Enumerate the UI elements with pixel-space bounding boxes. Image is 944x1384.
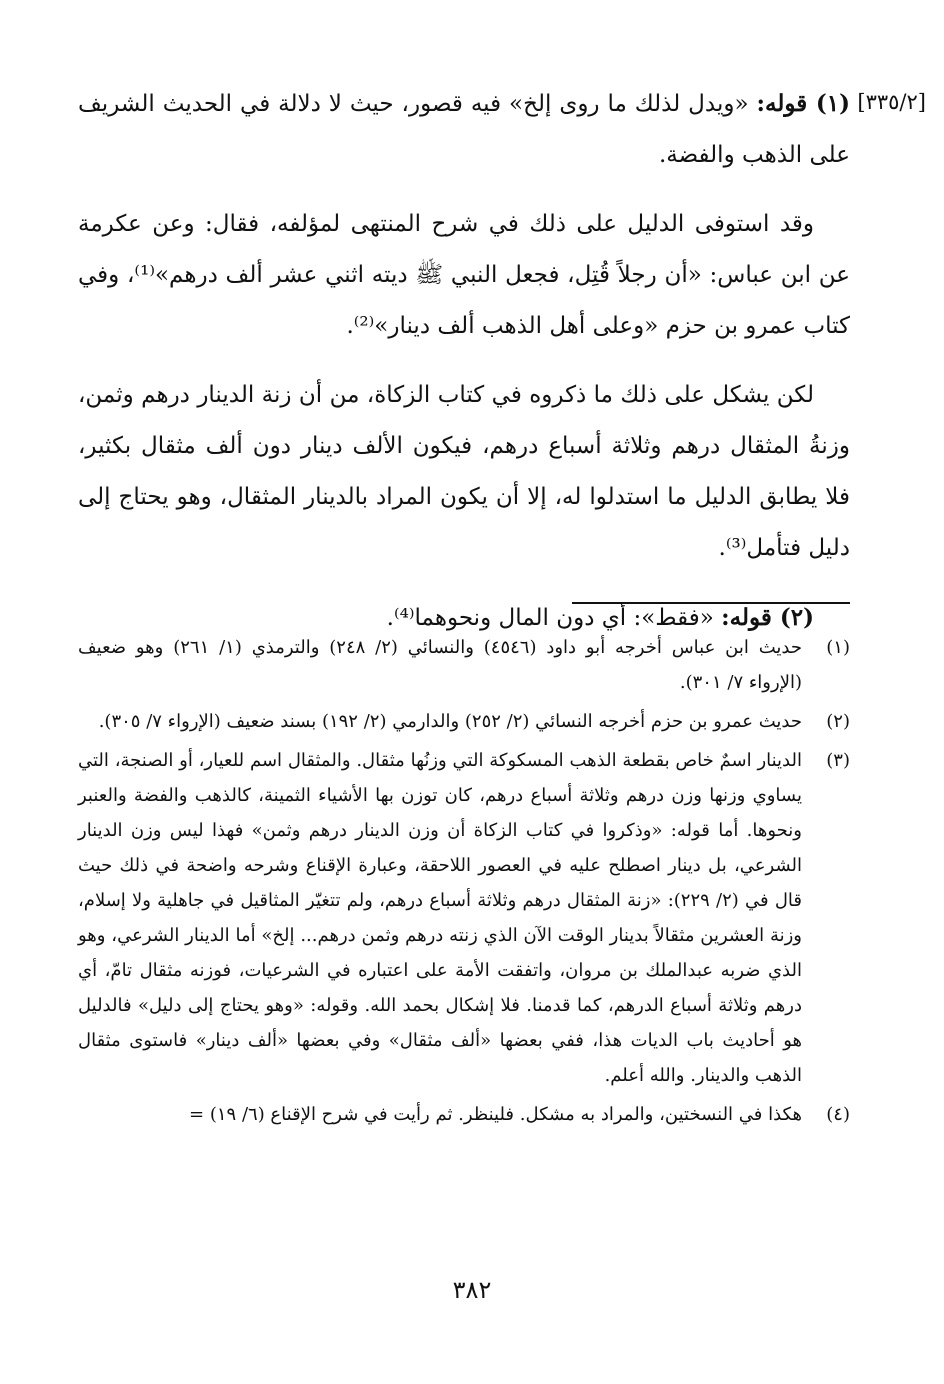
page-number: ٣٨٢: [452, 1276, 492, 1304]
main-text: [78, 78, 850, 662]
footnote: [78, 704, 850, 739]
footnote-number: (١): [826, 637, 850, 658]
footnote-text: حديث ابن عباس أخرجه أبو داود (٤٥٤٦) والنسائي (٢/ ٢٤٨) والترمذي (١/ ٢٦١) وهو ضعيف (الإرواء ٧/ ٣٠١).: [78, 637, 802, 693]
commentary-text-2: «فقط»: أي دون المال ونحوهما⁽⁴⁾.: [386, 605, 722, 631]
footnote-number: (٣): [826, 750, 850, 771]
footnote: [78, 630, 850, 700]
volume-page-reference: [٣٣٥/٢]: [857, 90, 926, 114]
commentary-paragraph-2: وقد استوفى الدليل على ذلك في شرح المنتهى لمؤلفه، فقال: وعن عكرمة عن ابن عباس: «أن رجلاً قُتِل، فجعل النبي ﷺ ديته اثني عشر ألف درهم»⁽¹⁾، وفي كتاب عمرو بن حزم «وعلى أهل الذهب ألف دينار»⁽²⁾.: [78, 211, 850, 339]
footnote-number: (٢): [826, 711, 850, 732]
footnote-text: هكذا في النسختين، والمراد به مشكل. فلينظر. ثم رأيت في شرح الإقناع (٦/ ١٩) =: [189, 1104, 802, 1125]
footnote-text: الدينار اسمٌ خاص بقطعة الذهب المسكوكة التي وزنُها مثقال. والمثقال اسم للعيار، أو الصنجة، التي يساوي وزنها وزن درهم وثلاثة أسباع درهم، كان توزن بها الأشياء الثمينة، كالذهب والفضة والعنبر ونحوها. أما قوله: «وذكروا في كتاب الزكاة أن وزن الدينار درهم وثمن» فهذا ليس وزن الدينار الشرعي، بل دينار اصطلح عليه في العصور اللاحقة، وعبارة الإقناع وشرحه واضحة في ذلك حيث قال في (٢/ ٢٢٩): «زنة المثقال درهم وثلاثة أسباع درهم، ولم تتغيّر المثاقيل في جاهلية ولا إسلام، وزنة العشرين مثقالاً بدينار الوقت الآن الذي زنته درهم وثمن درهم... إلخ» أما الدينار الشرعي، وهو الذي ضربه عبدالملك بن مروان، واتفقت الأمة على اعتباره في الشرعيات، فوزنه مثقال تامّ، أي درهم وثلاثة أسباع الدرهم، كما قدمنا. فلا إشكال بحمد الله. وقوله: «وهو يحتاج إلى دليل» فالدليل هو أحاديث باب الديات هذا، ففي بعضها «ألف مثقال» وفي بعضها «ألف دينار» فاستوى مثقال الذهب والدينار. والله أعلم.: [78, 750, 802, 1086]
commentary-paragraph-3: لكن يشكل على ذلك ما ذكروه في كتاب الزكاة، من أن زنة الدينار درهم وثمن، وزنةُ المثقال درهم وثلاثة أسباع درهم، فيكون الألف دينار دون ألف مثقال بكثير، فلا يطابق الدليل ما استدلوا له، إلا أن يكون المراد بالدينار المثقال، وهو يحتاج إلى دليل فتأمل⁽³⁾.: [78, 382, 850, 561]
footnote: [78, 743, 850, 1093]
footnote-separator: [572, 602, 850, 604]
commentary-paragraph-1: [78, 78, 850, 181]
commentary-label-1: (١) قوله:: [756, 90, 850, 117]
commentary-label-2: (٢) قوله:: [721, 604, 814, 631]
footnote-text: حديث عمرو بن حزم أخرجه النسائي (٢/ ٢٥٢) والدارمي (٢/ ١٩٢) بسند ضعيف (الإرواء ٧/ ٣٠٥).: [98, 711, 802, 732]
footnote: [78, 1097, 850, 1132]
commentary-text-1: «ويدل لذلك ما روى إلخ» فيه قصور، حيث لا دلالة في الحديث الشريف على الذهب والفضة.: [78, 91, 850, 168]
footnote-number: (٤): [826, 1104, 850, 1125]
footnotes: [78, 630, 850, 1136]
